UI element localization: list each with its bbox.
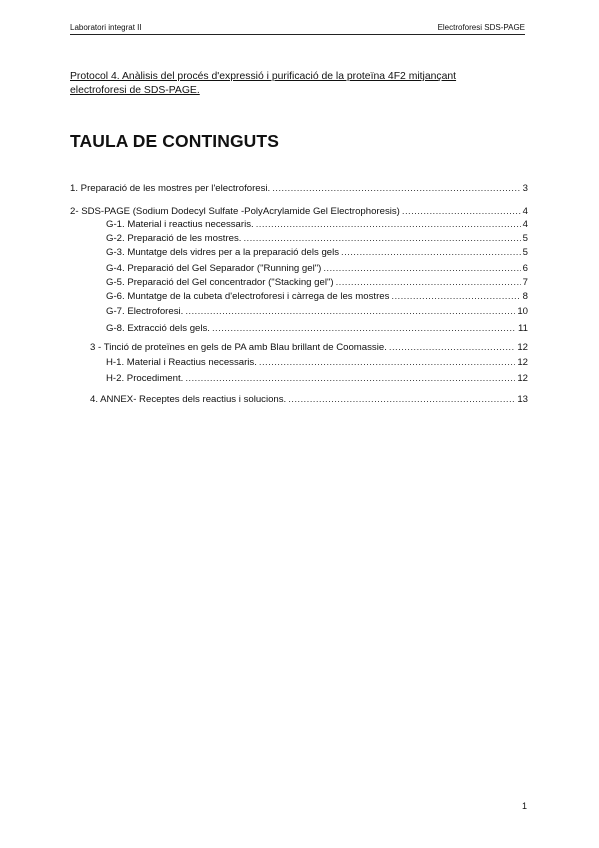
toc-entry-page: 11 (518, 323, 528, 334)
toc-leader (272, 183, 520, 195)
toc-entry[interactable] (106, 263, 528, 275)
toc-entry-page: 10 (517, 306, 528, 317)
toc-entry-page: 13 (517, 394, 528, 405)
toc-entry-label: 2- SDS-PAGE (Sodium Dodecyl Sulfate -PolyAcrylamide Gel Electrophoresis) (70, 206, 400, 217)
protocol-title[interactable]: Protocol 4. Anàlisis del procés d'expressió i purificació de la proteïna 4F2 mitjançant electroforesi de SDS-PAGE. (70, 71, 457, 96)
toc-entry-label: G-7. Electroforesi. (106, 306, 184, 317)
page-number: 1 (521, 801, 527, 811)
toc-entry[interactable] (90, 394, 528, 406)
toc-entry-page: 5 (522, 247, 528, 258)
toc-leader (323, 263, 520, 275)
toc-entry-label: G-4. Preparació del Gel Separador ("Running gel") (106, 263, 322, 274)
toc-entry[interactable] (106, 306, 528, 318)
toc-entry-label: G-6. Muntatge de la cubeta d'electroforesi i càrrega de les mostres (106, 291, 390, 302)
toc-entry[interactable] (106, 323, 528, 335)
toc-leader (391, 291, 520, 303)
toc-leader (185, 373, 515, 385)
toc-entry[interactable] (70, 206, 528, 218)
toc-entry-page: 3 (522, 183, 528, 194)
toc-leader (212, 323, 516, 335)
toc-entry[interactable] (106, 247, 528, 259)
toc-entry-page: 12 (517, 357, 528, 368)
toc-leader (243, 233, 520, 245)
toc-entry-label: G-1. Material i reactius necessaris. (106, 219, 254, 230)
toc-entry-label: 1. Preparació de les mostres per l'electroforesi. (70, 183, 271, 194)
toc-entry-label: H-2. Procediment. (106, 373, 184, 384)
toc-entry-page: 6 (522, 263, 528, 274)
toc-leader (288, 394, 515, 406)
toc-entry-page: 5 (522, 233, 528, 244)
toc-leader (402, 206, 521, 218)
toc-entry[interactable] (106, 357, 528, 369)
toc-leader (341, 247, 521, 259)
header-right: Electroforesi SDS-PAGE (437, 23, 525, 32)
toc-entry-label: G-5. Preparació del Gel concentrador ("Stacking gel") (106, 277, 334, 288)
toc-leader (259, 357, 515, 369)
page-header (70, 22, 525, 35)
toc-leader (389, 342, 515, 354)
toc-entry[interactable] (106, 219, 528, 231)
toc-leader (336, 277, 521, 289)
toc-entry-page: 12 (517, 342, 528, 353)
toc-entry-label: G-2. Preparació de les mostres. (106, 233, 242, 244)
toc-title: TAULA DE CONTINGUTS (70, 131, 279, 151)
toc-entry-page: 12 (517, 373, 528, 384)
toc-entry[interactable] (106, 373, 528, 385)
header-left: Laboratori integrat II (70, 23, 142, 32)
toc-entry-label: 4. ANNEX- Receptes dels reactius i solucions. (90, 394, 287, 405)
toc-leader (185, 306, 515, 318)
toc-entry[interactable] (106, 291, 528, 303)
toc-entry[interactable] (106, 277, 528, 289)
toc-entry-page: 8 (522, 291, 528, 302)
toc-entry-page: 4 (522, 206, 528, 217)
toc-entry-page: 7 (522, 277, 528, 288)
toc-leader (256, 219, 521, 231)
toc-entry-label: 3 - Tinció de proteïnes en gels de PA amb Blau brillant de Coomassie. (90, 342, 387, 353)
toc-entry[interactable] (90, 342, 528, 354)
toc-entry[interactable] (106, 233, 528, 245)
toc-entry-label: G-3. Muntatge dels vidres per a la preparació dels gels (106, 247, 340, 258)
toc-entry-label: H-1. Material i Reactius necessaris. (106, 357, 257, 368)
toc-entry[interactable] (70, 183, 528, 195)
toc-entry-label: G-8. Extracció dels gels. (106, 323, 210, 334)
toc-entry-page: 4 (522, 219, 528, 230)
